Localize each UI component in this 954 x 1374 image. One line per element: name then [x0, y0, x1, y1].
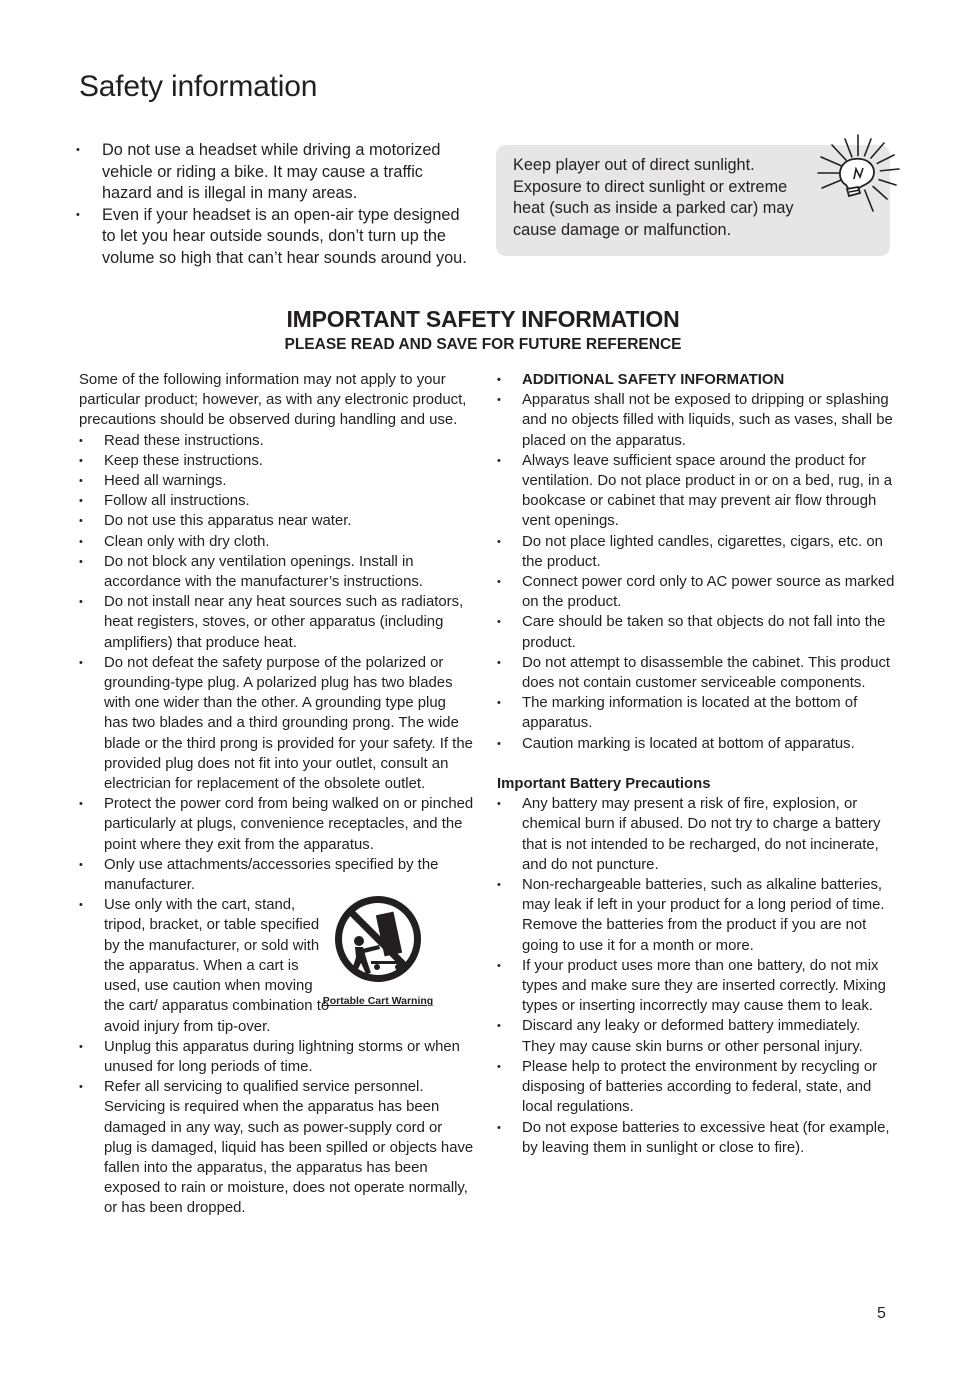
list-item-cart: [79, 895, 474, 1036]
list-item: • Follow all instructions.: [79, 491, 474, 511]
list-item: • Do not defeat the safety purpose of the polarized or grounding-type plug. A polarized plug has two blades with one wider than the other. A grounding type plug has two blades and a third grounding prong. The wide blade or the third prong is provided for your safety. If the provided plug does not fit into your outlet, consult an electrician for replacement of the obsolete outlet.: [79, 653, 474, 794]
list-item: • Unplug this apparatus during lightning storms or when unused for long periods of time.: [79, 1037, 474, 1077]
list-item: • Apparatus shall not be exposed to dripping or splashing and no objects filled with liquids, such as vases, shall be placed on the apparatus.: [497, 390, 895, 451]
list-item: • Read these instructions.: [79, 431, 474, 451]
page-title: Safety information: [79, 70, 318, 103]
important-safety-subheading: PLEASE READ AND SAVE FOR FUTURE REFERENCE: [284, 336, 682, 353]
list-item: • Caution marking is located at bottom of apparatus.: [497, 734, 895, 754]
list-item: • Do not attempt to disassemble the cabinet. This product does not contain customer serviceable components.: [497, 653, 895, 693]
list-item: • Do not expose batteries to excessive heat (for example, by leaving them in sunlight or close to fire).: [497, 1118, 895, 1158]
portable-cart-warning-icon: [335, 895, 421, 983]
additional-safety-list: [497, 370, 895, 754]
list-item: • Do not install near any heat sources such as radiators, heat registers, stoves, or other apparatus (including amplifiers) that produce heat.: [79, 592, 474, 653]
cart-warning-text: • Use only with the cart, stand, tripod, bracket, or table specified by the manufacturer, or sold with the apparatus. When a cart is used, use caution when moving the cart/ apparatus combination to avoid injury from tip-over.: [104, 897, 330, 1035]
battery-precautions-heading: Important Battery Precautions: [497, 776, 711, 793]
list-item: • Refer all servicing to qualified service personnel. Servicing is required when the apparatus has been damaged in any way, such as power-supply cord or plug is damaged, liquid has been spilled or objects have fallen into the apparatus, the apparatus has been exposed to rain or moisture, does not operate normally, or has been dropped.: [79, 1077, 474, 1218]
list-item: • Care should be taken so that objects do not fall into the product.: [497, 612, 895, 652]
list-item: • Protect the power cord from being walked on or pinched particularly at plugs, convenience receptacles, and the point where they exit from the apparatus.: [79, 794, 474, 855]
list-item: • Do not block any ventilation openings. Install in accordance with the manufacturer’s instructions.: [79, 552, 474, 592]
list-item: • Always leave sufficient space around the product for ventilation. Do not place product in or on a bed, rug, in a bookcase or cabinet that may prevent air flow through vent openings.: [497, 451, 895, 532]
list-item: • The marking information is located at the bottom of apparatus.: [497, 693, 895, 733]
list-item: • Non-rechargeable batteries, such as alkaline batteries, may leak if left in your product for a long period of time. Remove the batteries from the product if you are not going to use it for a month or more.: [497, 875, 895, 956]
important-safety-heading: IMPORTANT SAFETY INFORMATION: [286, 306, 680, 332]
right-column: [497, 370, 895, 1158]
additional-safety-heading: • ADDITIONAL SAFETY INFORMATION: [497, 370, 895, 390]
left-column-intro: Some of the following information may not apply to your particular product; however, as with any electronic product, precautions should be observed during handling and use.: [79, 372, 467, 429]
battery-precautions-list: [497, 794, 895, 1158]
list-item: • Do not use a headset while driving a motorized vehicle or riding a bike. It may cause a traffic hazard and is illegal in many areas.: [76, 140, 476, 205]
list-item: • If your product uses more than one battery, do not mix types and make sure they are inserted correctly. Mixing types or inserting incorrectly may cause them to leak.: [497, 956, 895, 1017]
left-column: [79, 370, 474, 1219]
list-item: • Do not place lighted candles, cigarettes, cigars, etc. on the product.: [497, 532, 895, 572]
list-item: • Clean only with dry cloth.: [79, 532, 474, 552]
list-item: • Any battery may present a risk of fire, explosion, or chemical burn if abused. Do not try to charge a battery that is not intended to be recharged, do not incinerate, and do not puncture.: [497, 794, 895, 875]
cart-warning-caption: Portable Cart Warning: [322, 995, 434, 1008]
intro-list: [76, 140, 476, 269]
list-item: • Heed all warnings.: [79, 471, 474, 491]
list-item: • Even if your headset is an open-air type designed to let you hear outside sounds, don’t turn up the volume so high that can’t hear sounds around you.: [76, 205, 476, 270]
list-item: • Please help to protect the environment by recycling or disposing of batteries according to federal, state, and local regulations.: [497, 1057, 895, 1118]
sunlight-warning-box: [496, 145, 890, 256]
list-item: • Discard any leaky or deformed battery immediately. They may cause skin burns or other personal injury.: [497, 1016, 895, 1056]
list-item: • Keep these instructions.: [79, 451, 474, 471]
light-bulb-icon: [816, 133, 900, 217]
list-item: • Do not use this apparatus near water.: [79, 511, 474, 531]
list-item: • Only use attachments/accessories specified by the manufacturer.: [79, 855, 474, 895]
safety-instructions-list: [79, 431, 474, 1219]
sunlight-warning-text: Keep player out of direct sunlight. Exposure to direct sunlight or extreme heat (such as inside a parked car) may cause damage or malfunction.: [513, 156, 794, 239]
cart-warning-figure: [316, 895, 440, 1013]
page-number: 5: [877, 1305, 886, 1322]
list-item: • Connect power cord only to AC power source as marked on the product.: [497, 572, 895, 612]
